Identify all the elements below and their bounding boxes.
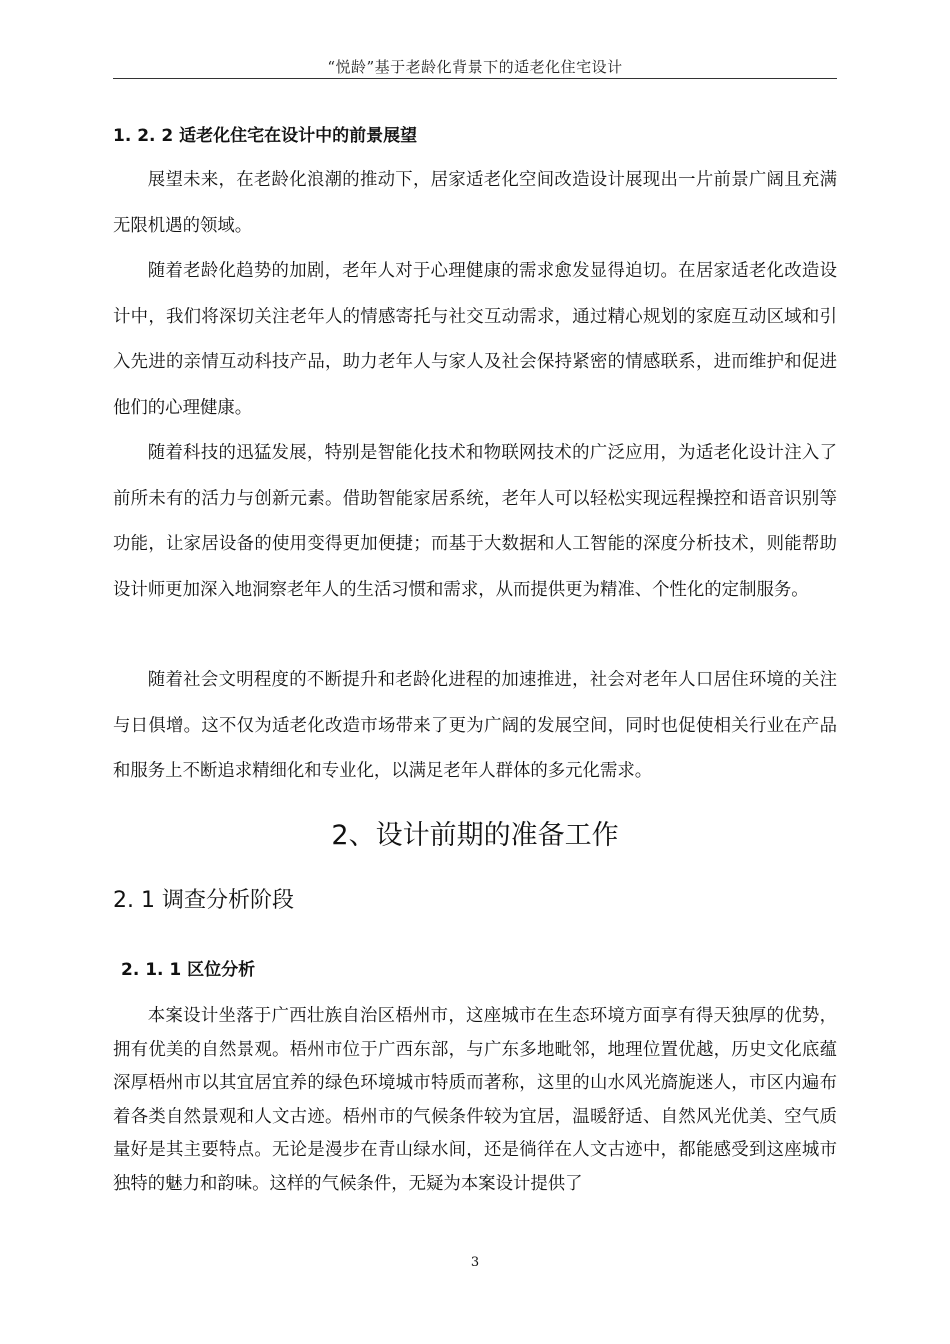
section-heading-2-1-1: 2. 1. 1 区位分析: [121, 960, 256, 980]
paragraph-location: 本案设计坐落于广西壮族自治区梧州市，这座城市在生态环境方面享有得天独厚的优势，拥有优美的自然景观。梧州市位于广西东部，与广东多地毗邻，地理位置优越，历史文化底蕴深厚梧州市以其宜居宜养的绿色环境城市特质而著称，这里的山水风光旖旎迷人，市区内遍布着各类自然景观和人文古迹。梧州市的气候条件较为宜居，温暖舒适、自然风光优美、空气质量好是其主要特点。无论是漫步在青山绿水间，还是徜徉在人文古迹中，都能感受到这座城市独特的魅力和韵味。这样的气候条件，无疑为本案设计提供了: [113, 1006, 837, 1194]
header-divider: [113, 78, 837, 79]
paragraph-2: 随着老龄化趋势的加剧，老年人对于心理健康的需求愈发显得迫切。在居家适老化改造设计中，我们将深切关注老年人的情感寄托与社交互动需求，通过精心规划的家庭互动区域和引入先进的亲情互动科技产品，助力老年人与家人及社会保持紧密的情感联系，进而维护和促进他们的心理健康。: [113, 261, 837, 418]
section-heading-2-1: 2. 1 调查分析阶段: [113, 888, 294, 913]
page-number: 3: [470, 1255, 480, 1270]
page-header: “悦龄”基于老龄化背景下的适老化住宅设计: [327, 58, 623, 76]
paragraph-3: 随着科技的迅猛发展，特别是智能化技术和物联网技术的广泛应用，为适老化设计注入了前所未有的活力与创新元素。借助智能家居系统，老年人可以轻松实现远程操控和语音识别等功能，让家居设备的使用变得更加便捷；而基于大数据和人工智能的深度分析技术，则能帮助设计师更加深入地洞察老年人的生活习惯和需求，从而提供更为精准、个性化的定制服务。: [113, 443, 837, 600]
section-heading-1-2-2: 1. 2. 2 适老化住宅在设计中的前景展望: [113, 126, 418, 146]
paragraph-4: 随着社会文明程度的不断提升和老龄化进程的加速推进，社会对老年人口居住环境的关注与日俱增。这不仅为适老化改造市场带来了更为广阔的发展空间，同时也促使相关行业在产品和服务上不断追求精细化和专业化，以满足老年人群体的多元化需求。: [113, 670, 837, 781]
paragraph-1: 展望未来，在老龄化浪潮的推动下，居家适老化空间改造设计展现出一片前景广阔且充满无限机遇的领域。: [113, 170, 837, 236]
chapter-heading: 2、设计前期的准备工作: [331, 820, 619, 851]
